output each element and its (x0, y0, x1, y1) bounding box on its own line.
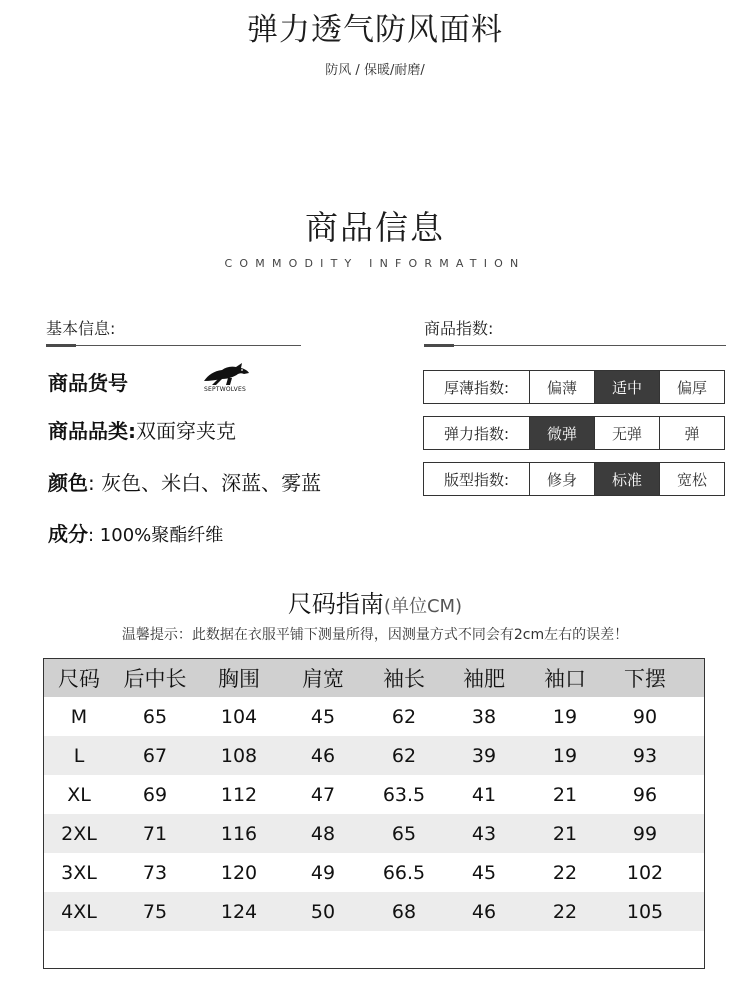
category-row (48, 415, 236, 444)
table-cell: 39 (471, 744, 497, 767)
material-value: : 100%聚酯纤维 (88, 525, 224, 546)
table-cell: 102 (626, 861, 664, 884)
header-cell-hem: 下摆 (624, 667, 666, 691)
elasticity-index-label: 弹力指数: (424, 417, 530, 449)
table-cell: 4XL (61, 900, 97, 923)
elasticity-option-none: 无弹 (595, 417, 660, 449)
table-cell: 99 (632, 822, 658, 845)
table-row (44, 697, 704, 736)
thickness-index (423, 370, 725, 404)
logo-wordmark: SEPTWOLVES (204, 386, 246, 393)
table-cell: 75 (142, 900, 168, 923)
section-title: 商品信息 (305, 208, 445, 247)
index-info-accent (424, 344, 454, 347)
table-cell: 65 (142, 705, 168, 728)
table-cell: 108 (220, 744, 258, 767)
fit-index (423, 462, 725, 496)
table-cell: 45 (471, 861, 497, 884)
header-cell-sleeve-length: 袖长 (383, 667, 425, 691)
table-cell: 22 (552, 900, 578, 923)
table-cell: 65 (391, 822, 417, 845)
table-cell: 38 (471, 705, 497, 728)
table-row (44, 814, 704, 853)
table-cell: XL (67, 783, 91, 806)
table-cell: 116 (220, 822, 258, 845)
table-cell: 46 (471, 900, 497, 923)
table-cell: 41 (471, 783, 497, 806)
category-value: 双面穿夹克 (136, 419, 236, 443)
index-info-label: 商品指数: (424, 319, 494, 338)
table-cell: 66.5 (382, 861, 426, 884)
size-guide-unit: (单位CM) (383, 596, 463, 617)
table-row (44, 736, 704, 775)
header-cell-chest: 胸围 (218, 667, 260, 691)
table-cell: 49 (310, 861, 336, 884)
table-cell: 96 (632, 783, 658, 806)
fit-option-loose: 宽松 (676, 470, 707, 489)
thickness-index-label: 厚薄指数: (424, 371, 530, 403)
fit-index-label: 版型指数: (424, 463, 530, 495)
thickness-option-thick: 偏厚 (676, 378, 707, 397)
table-cell: 62 (391, 705, 417, 728)
table-cell: 90 (632, 705, 658, 728)
fabric-subtitle: 防风 / 保暖/耐磨/ (325, 63, 425, 78)
header-cell-cuff: 袖口 (544, 667, 586, 691)
header-cell-shoulder: 肩宽 (302, 667, 344, 691)
table-cell: 104 (220, 705, 258, 728)
table-cell: 22 (552, 861, 578, 884)
table-cell: 43 (471, 822, 497, 845)
basic-info-label: 基本信息: (46, 319, 116, 338)
size-table-header (44, 659, 704, 697)
fabric-title: 弹力透气防风面料 (247, 12, 503, 48)
header-cell-size: 尺码 (58, 667, 100, 691)
table-cell: L (73, 744, 85, 767)
brand-logo (198, 361, 252, 397)
table-cell: 73 (142, 861, 168, 884)
header-cell-sleeve-width: 袖肥 (463, 667, 505, 691)
table-cell: 62 (391, 744, 417, 767)
table-row (44, 892, 704, 931)
size-guide-heading: 尺码指南 (287, 590, 384, 618)
category-label: 商品品类: (48, 419, 136, 443)
item-number-row (48, 367, 128, 396)
elasticity-option-stretch: 弹 (684, 424, 700, 443)
color-value: : 灰色、米白、深蓝、雾蓝 (88, 471, 322, 495)
elasticity-option-slight: 微弹 (530, 417, 595, 449)
measurement-tip: 温馨提示：此数据在衣服平铺下测量所得，因测量方式不同会有2cm左右的误差！ (121, 627, 629, 643)
table-cell: 45 (310, 705, 336, 728)
table-cell: 124 (220, 900, 258, 923)
table-cell: 63.5 (382, 783, 426, 806)
wolf-logo-icon (198, 361, 252, 387)
table-cell: 46 (310, 744, 336, 767)
table-cell: 71 (142, 822, 168, 845)
table-cell: 48 (310, 822, 336, 845)
header-cell-back-length: 后中长 (123, 667, 187, 691)
thickness-option-thin: 偏薄 (530, 371, 595, 403)
table-cell: 47 (310, 783, 336, 806)
section-subtitle: COMMODITY INFORMATION (224, 257, 526, 270)
table-cell: 112 (220, 783, 258, 806)
material-label: 成分 (48, 522, 88, 546)
table-cell: 21 (552, 822, 578, 845)
fit-option-slim: 修身 (530, 463, 595, 495)
color-row (48, 467, 321, 496)
size-table (43, 658, 705, 969)
table-cell: 93 (632, 744, 658, 767)
table-row (44, 853, 704, 892)
table-cell: 19 (552, 744, 578, 767)
elasticity-index (423, 416, 725, 450)
table-cell: 50 (310, 900, 336, 923)
thickness-option-medium: 适中 (595, 371, 660, 403)
table-cell: 68 (391, 900, 417, 923)
table-cell: 69 (142, 783, 168, 806)
table-cell: M (70, 705, 88, 728)
size-guide-title (0, 584, 750, 619)
item-number-label: 商品货号 (48, 371, 128, 395)
basic-info-divider (46, 345, 301, 346)
table-cell: 3XL (61, 861, 97, 884)
basic-info-accent (46, 344, 76, 347)
table-cell: 67 (142, 744, 168, 767)
table-cell: 2XL (61, 822, 97, 845)
table-cell: 105 (626, 900, 664, 923)
fit-option-regular: 标准 (595, 463, 660, 495)
index-info-divider (424, 345, 726, 346)
material-row (48, 518, 223, 547)
table-cell: 19 (552, 705, 578, 728)
table-cell: 120 (220, 861, 258, 884)
table-row (44, 775, 704, 814)
color-label: 颜色 (48, 471, 88, 495)
table-cell: 21 (552, 783, 578, 806)
